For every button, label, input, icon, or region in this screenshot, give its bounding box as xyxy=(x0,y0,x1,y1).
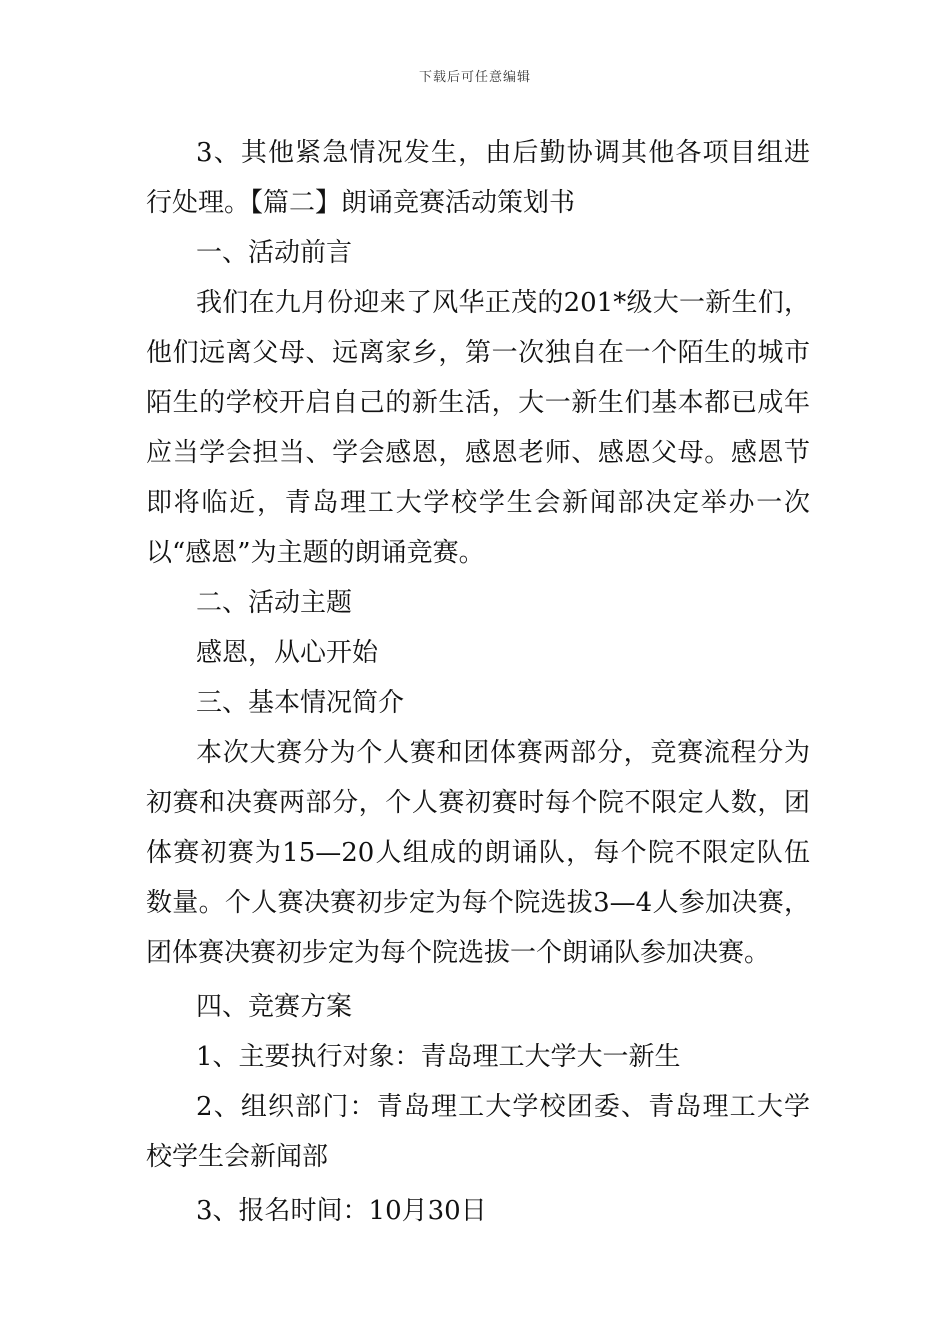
section-heading-theme: 二、活动主题 xyxy=(196,588,353,618)
page-header-note: 下载后可任意编辑 xyxy=(418,70,531,85)
list-item-organizer: 2、组织部门：青岛理工大学校团委、青岛理工大学校学生会新闻部 xyxy=(146,1092,810,1172)
list-item-registration-time: 3、报名时间：10月30日 xyxy=(196,1196,487,1226)
document-body xyxy=(146,128,810,1236)
section-heading-overview: 三、基本情况简介 xyxy=(196,688,405,718)
section-heading-preface: 一、活动前言 xyxy=(196,238,353,268)
list-item-target: 1、主要执行对象：青岛理工大学大一新生 xyxy=(196,1042,681,1072)
section-heading-plan: 四、竞赛方案 xyxy=(196,992,353,1022)
paragraph-emergency-handling: 3、其他紧急情况发生，由后勤协调其他各项目组进行处理。【篇二】朗诵竞赛活动策划书 xyxy=(146,138,810,218)
paragraph-overview-body: 本次大赛分为个人赛和团体赛两部分，竞赛流程分为初赛和决赛两部分，个人赛初赛时每个院不限定人数，团体赛初赛为15—20人组成的朗诵队，每个院不限定队伍数量。个人赛决赛初步定为每个院选拔3—4人参加决赛，团体赛决赛初步定为每个院选拔一个朗诵队参加决赛。 xyxy=(146,738,810,968)
paragraph-preface-body: 我们在九月份迎来了风华正茂的201*级大一新生们，他们远离父母、远离家乡，第一次独自在一个陌生的城市陌生的学校开启自己的新生活，大一新生们基本都已成年应当学会担当、学会感恩，感恩老师、感恩父母。感恩节即将临近，青岛理工大学校学生会新闻部决定举办一次以“感恩”为主题的朗诵竞赛。 xyxy=(146,288,810,568)
paragraph-theme-body: 感恩，从心开始 xyxy=(196,638,379,668)
